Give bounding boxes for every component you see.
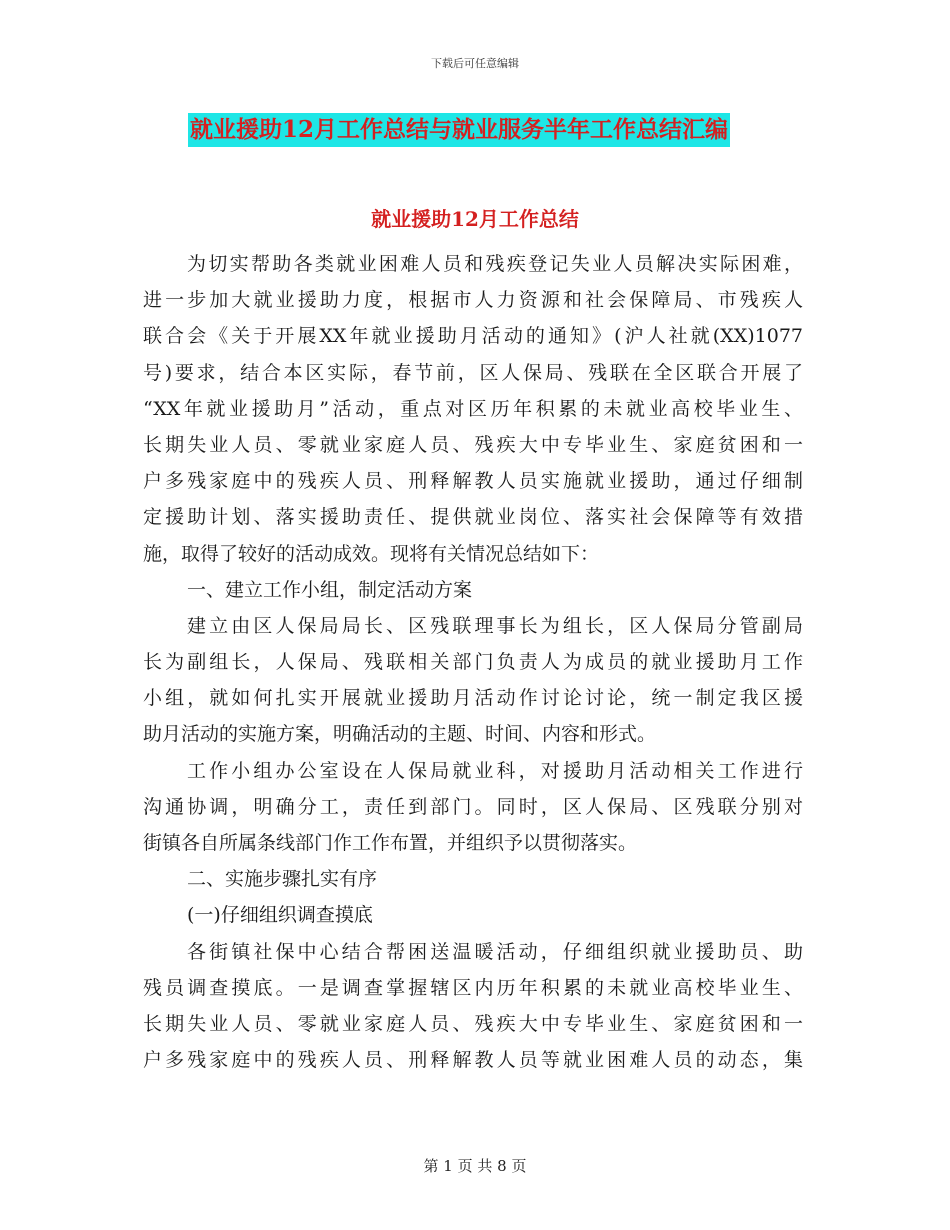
paragraph-line: 户多残家庭中的残疾人员、刑释解教人员等就业困难人员的动态，集 xyxy=(143,1049,803,1072)
paragraph-line: 长期失业人员、零就业家庭人员、残疾大中专毕业生、家庭贫困和一 xyxy=(143,433,803,456)
paragraph-line: 联合会《关于开展XX年就业援助月活动的通知》(沪人社就(XX)1077 xyxy=(143,325,803,348)
paragraph-line: 残员调查摸底。一是调查掌握辖区内历年积累的未就业高校毕业生、 xyxy=(143,976,803,999)
body-text xyxy=(143,246,803,1078)
page-footer: 第 1 页 共 8 页 xyxy=(423,1157,527,1175)
paragraph-line: 进一步加大就业援助力度，根据市人力资源和社会保障局、市残疾人 xyxy=(143,289,803,312)
paragraph-line: 长期失业人员、零就业家庭人员、残疾大中专毕业生、家庭贫困和一 xyxy=(143,1012,803,1035)
paragraph-line: (一)仔细组织调查摸底 xyxy=(187,904,373,927)
section-title: 就业援助12月工作总结 xyxy=(371,207,579,231)
paragraph-line: 长为副组长，人保局、残联相关部门负责人为成员的就业援助月工作 xyxy=(143,651,803,674)
paragraph-line: 一、建立工作小组，制定活动方案 xyxy=(187,578,473,601)
paragraph-line: 助月活动的实施方案，明确活动的主题、时间、内容和形式。 xyxy=(143,723,657,746)
paragraph-line: 街镇各自所属条线部门作工作布置，并组织予以贯彻落实。 xyxy=(143,832,638,854)
paragraph-line: 定援助计划、落实援助责任、提供就业岗位、落实社会保障等有效措 xyxy=(143,506,803,529)
page-header: 下载后可任意编辑 xyxy=(431,57,519,70)
paragraph-line: 沟通协调，明确分工，责任到部门。同时，区人保局、区残联分别对 xyxy=(143,795,803,818)
paragraph-line: 建立由区人保局局长、区残联理事长为组长，区人保局分管副局 xyxy=(187,614,803,637)
paragraph-line: 施，取得了较好的活动成效。现将有关情况总结如下： xyxy=(143,542,600,565)
document-title: 就业援助12月工作总结与就业服务半年工作总结汇编 xyxy=(188,113,730,147)
paragraph-line: 各街镇社保中心结合帮困送温暖活动，仔细组织就业援助员、助 xyxy=(187,940,803,963)
paragraph-line: 小组，就如何扎实开展就业援助月活动作讨论讨论，统一制定我区援 xyxy=(143,687,803,710)
paragraph-line: 户多残家庭中的残疾人员、刑释解教人员实施就业援助，通过仔细制 xyxy=(143,470,803,493)
paragraph-line: “XX年就业援助月”活动，重点对区历年积累的未就业高校毕业生、 xyxy=(143,397,803,420)
paragraph-line: 二、实施步骤扎实有序 xyxy=(187,868,378,891)
paragraph-line: 为切实帮助各类就业困难人员和残疾登记失业人员解决实际困难， xyxy=(187,253,803,275)
paragraph-line: 工作小组办公室设在人保局就业科，对援助月活动相关工作进行 xyxy=(187,759,803,782)
paragraph-line: 号)要求，结合本区实际，春节前，区人保局、残联在全区联合开展了 xyxy=(143,361,803,384)
